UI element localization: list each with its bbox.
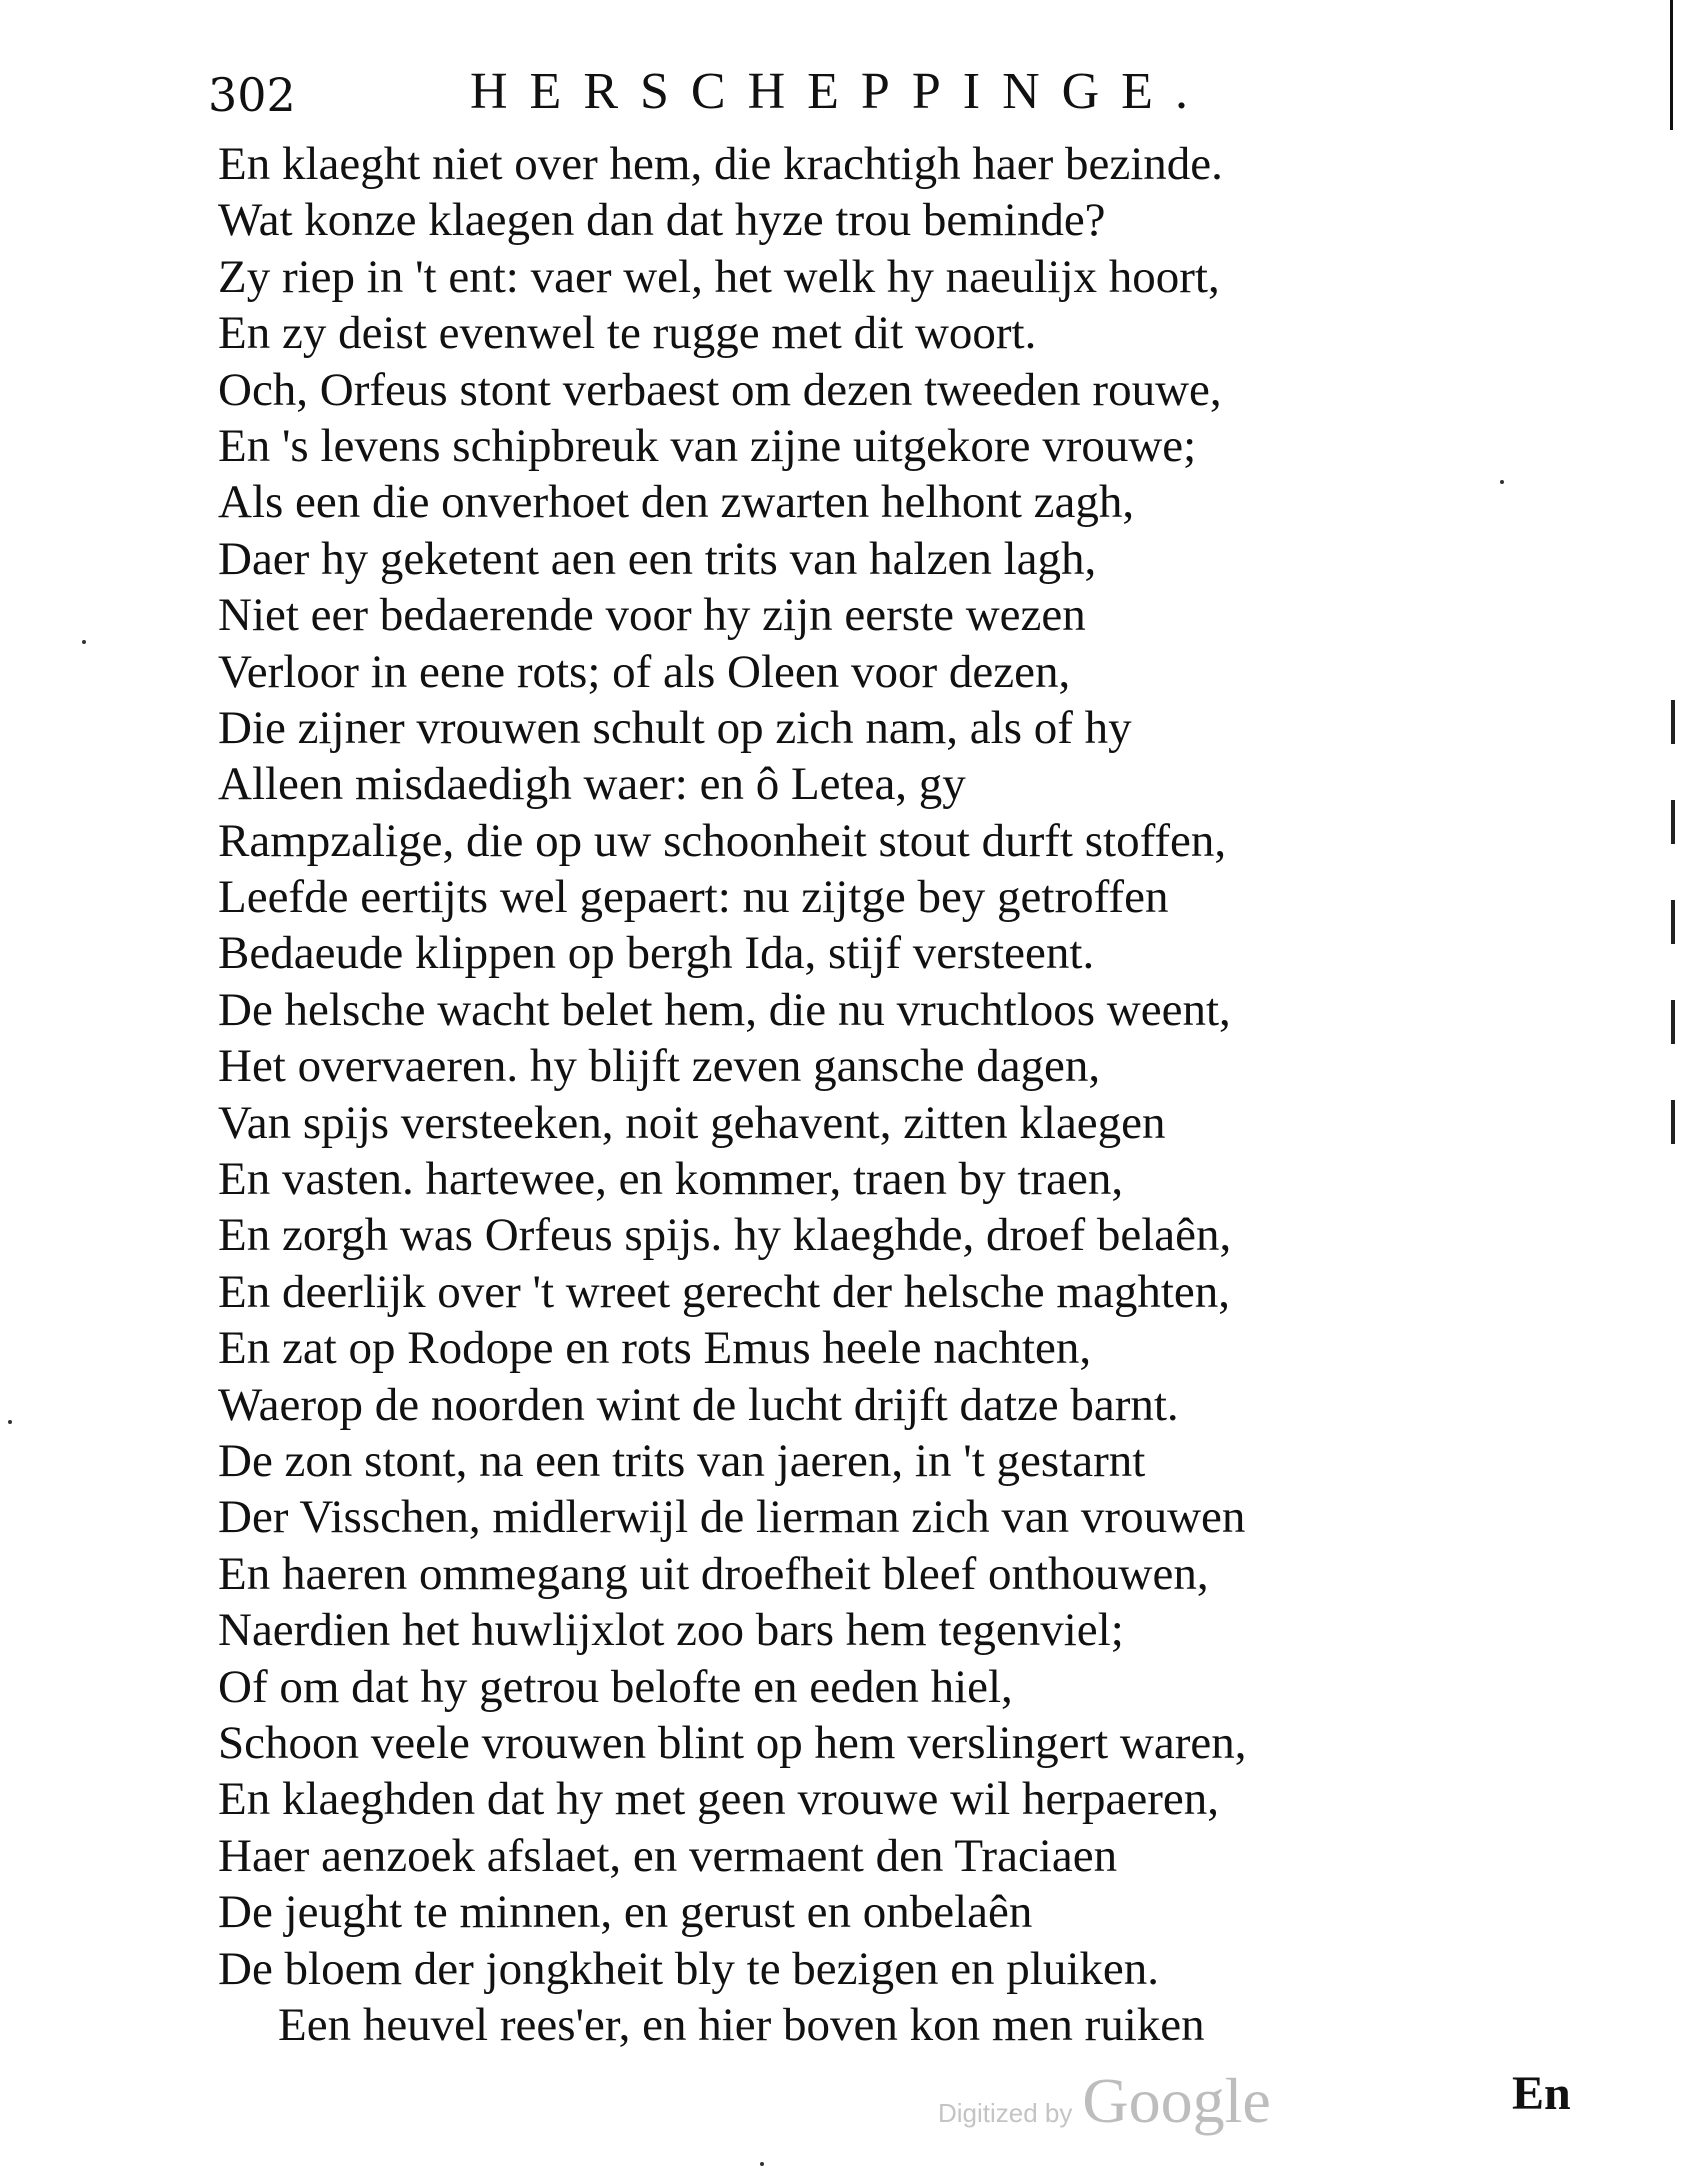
running-title: HERSCHEPPINGE. <box>470 63 1210 120</box>
verse-line: De helsche wacht belet hem, die nu vruchtloos weent, <box>218 983 1231 1036</box>
ink-speck <box>1500 480 1504 484</box>
verse-line: En 's levens schipbreuk van zijne uitgekore vrouwe; <box>218 419 1197 472</box>
verse-line: Alleen misdaedigh waer: en ô Letea, gy <box>218 758 966 811</box>
verse-line: Zy riep in 't ent: vaer wel, het welk hy naeulijx hoort, <box>218 250 1220 303</box>
verse-line: De jeught te minnen, en gerust en onbelaên <box>218 1886 1033 1939</box>
digitized-watermark <box>938 2064 1271 2134</box>
verse-line: Niet eer bedaerende voor hy zijn eerste wezen <box>218 589 1086 642</box>
watermark-brand: Google <box>1082 2065 1271 2136</box>
verse-line: De bloem der jongkheit bly te bezigen en pluiken. <box>218 1942 1160 1995</box>
verse-line: Het overvaeren. hy blijft zeven gansche dagen, <box>218 1040 1101 1093</box>
verse-line: Of om dat hy getrou belofte en eeden hiel, <box>218 1660 1013 1713</box>
verse-line: En klaeghden dat hy met geen vrouwe wil herpaeren, <box>218 1773 1219 1826</box>
verse-line-indented: Een heuvel rees'er, en hier boven kon men ruiken <box>278 1998 1205 2051</box>
verse-line: Leefde eertijts wel gepaert: nu zijtge bey getroffen <box>218 871 1169 924</box>
ink-speck <box>8 1420 12 1424</box>
verse-line: Van spijs versteeken, noit gehavent, zitten klaegen <box>218 1096 1166 1149</box>
verse-line: En deerlijk over 't wreet gerecht der helsche maghten, <box>218 1265 1230 1318</box>
ink-speck <box>760 2162 764 2166</box>
verse-line: En haeren ommegang uit droefheit bleef onthouwen, <box>218 1547 1209 1600</box>
verse-line: Haer aenzoek afslaet, en vermaent den Traciaen <box>218 1829 1118 1882</box>
verse-line: Der Visschen, midlerwijl de lierman zich van vrouwen <box>218 1491 1246 1544</box>
verse-text <box>218 136 1508 2053</box>
page-number: 302 <box>208 68 296 122</box>
verse-line: Die zijner vrouwen schult op zich nam, als of hy <box>218 701 1132 754</box>
verse-line: Naerdien het huwlijxlot zoo bars hem tegenviel; <box>218 1604 1124 1657</box>
verse-line: Als een die onverhoet den zwarten helhont zagh, <box>218 476 1135 529</box>
catchword: En <box>1512 2067 1571 2120</box>
watermark-prefix: Digitized by <box>938 2098 1073 2128</box>
verse-line: En klaeght niet over hem, die krachtigh haer bezinde. <box>218 138 1223 190</box>
page-edge-rule <box>1670 0 1673 130</box>
verse-line: Rampzalige, die op uw schoonheit stout durft stoffen, <box>218 814 1227 867</box>
verse-line: Schoon veele vrouwen blint op hem verslingert waren, <box>218 1716 1247 1769</box>
verse-line: Waerop de noorden wint de lucht drijft datze barnt. <box>218 1378 1179 1431</box>
verse-line: Daer hy geketent aen een trits van halzen lagh, <box>218 532 1097 585</box>
verse-line: Och, Orfeus stont verbaest om dezen tweeden rouwe, <box>218 363 1222 416</box>
page-header <box>208 62 1378 134</box>
verse-line: Verloor in eene rots; of als Oleen voor dezen, <box>218 645 1071 698</box>
verse-line: En zorgh was Orfeus spijs. hy klaeghde, droef belaên, <box>218 1209 1232 1262</box>
verse-line: Wat konze klaegen dan dat hyze trou beminde? <box>218 194 1106 247</box>
verse-line: Bedaeude klippen op bergh Ida, stijf versteent. <box>218 927 1095 980</box>
verse-line: De zon stont, na een trits van jaeren, in 't gestarnt <box>218 1434 1146 1487</box>
verse-line: En zy deist evenwel te rugge met dit woort. <box>218 307 1037 360</box>
verse-line: En vasten. hartewee, en kommer, traen by traen, <box>218 1153 1124 1206</box>
verse-line: En zat op Rodope en rots Emus heele nachten, <box>218 1322 1092 1375</box>
ink-speck <box>82 640 86 644</box>
